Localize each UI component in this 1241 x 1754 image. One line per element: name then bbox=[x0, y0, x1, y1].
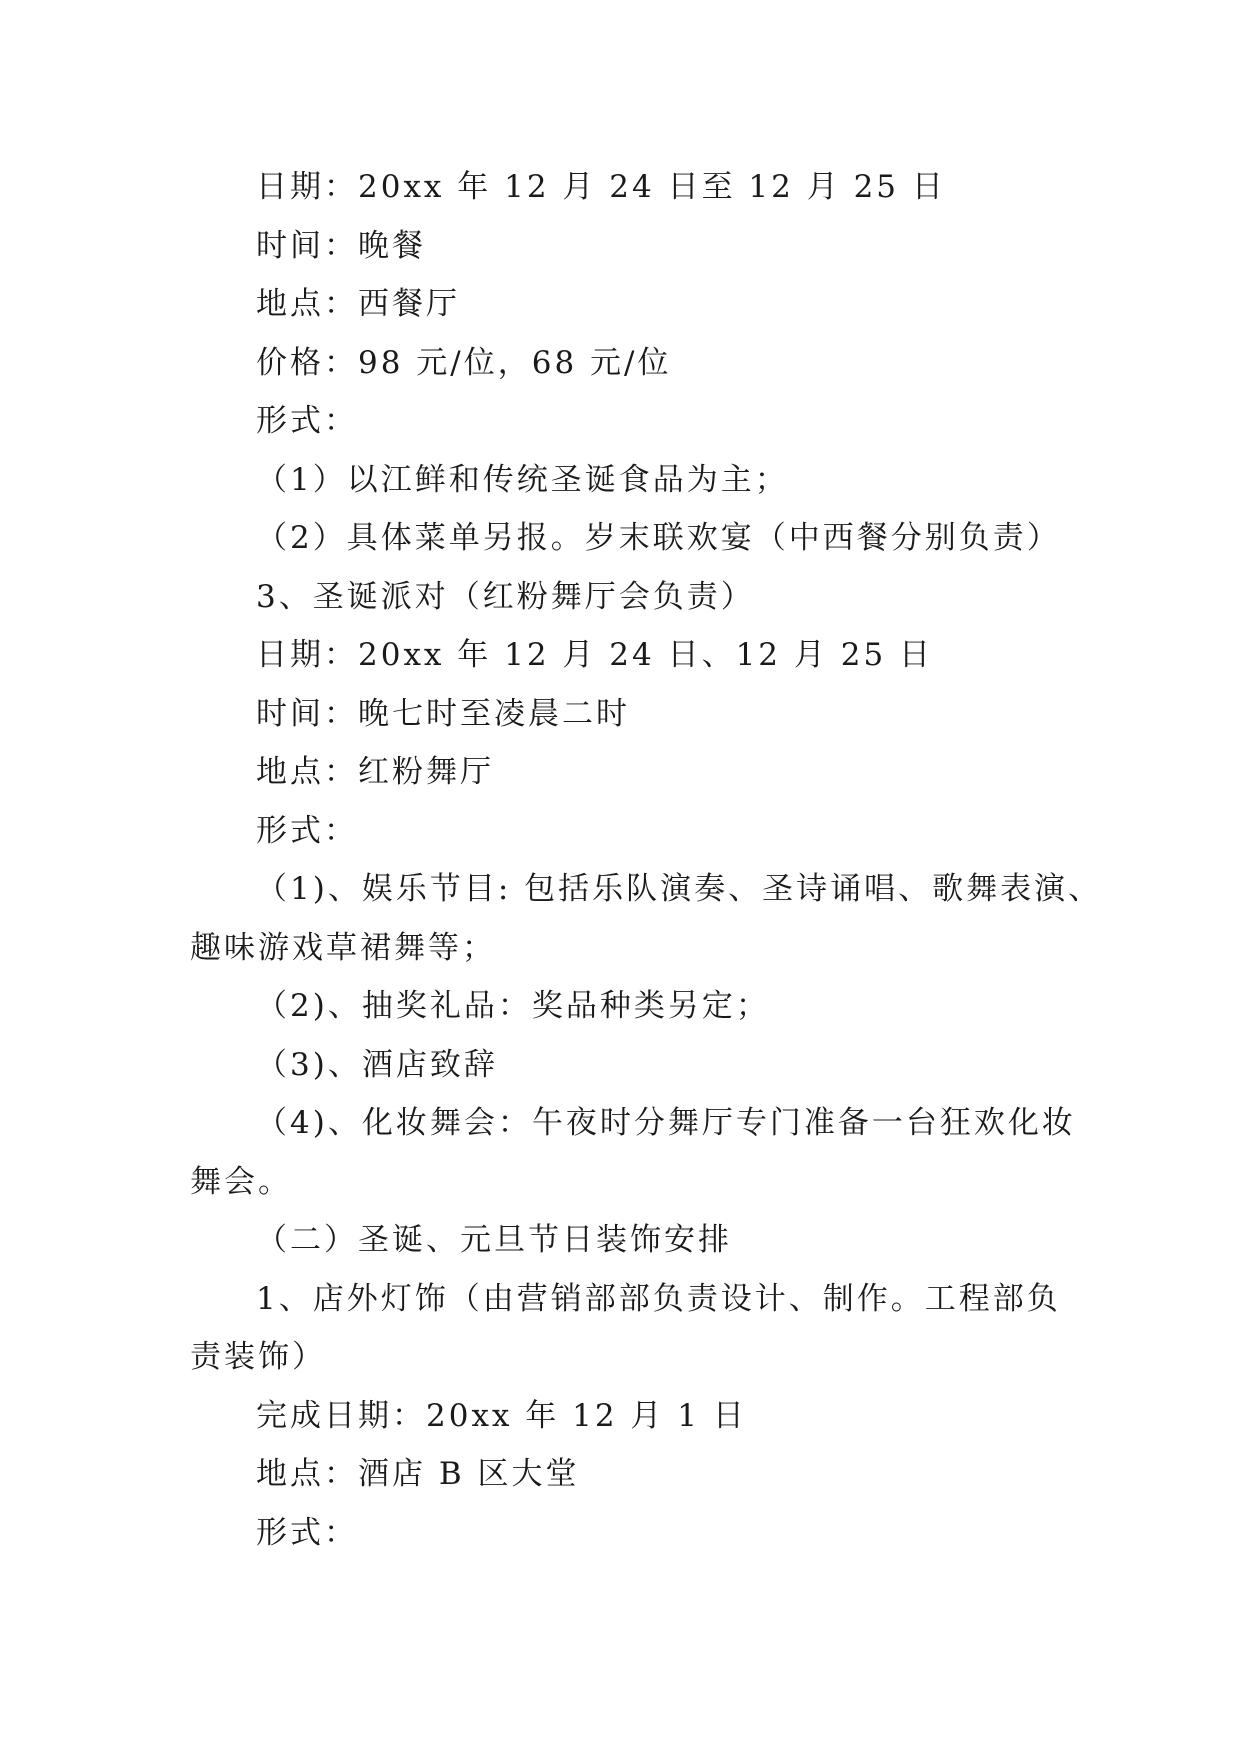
text-line-decoration-format: 形式： bbox=[256, 1514, 358, 1551]
text-line-party-item-1: （1)、娱乐节目: 包括乐队演奏、圣诗诵唱、歌舞表演、 bbox=[256, 871, 1103, 907]
text-line-format-item-2: （2）具体菜单另报。岁末联欢宴（中西餐分别负责） bbox=[256, 520, 1061, 556]
text-line-party-item-1-cont: 趣味游戏草裙舞等； bbox=[190, 929, 496, 966]
section-heading-christmas-party: 3、圣诞派对（红粉舞厅会负责） bbox=[256, 578, 755, 615]
text-line-date: 日期：20xx 年 12 月 24 日至 12 月 25 日 bbox=[256, 169, 946, 205]
text-line-format: 形式： bbox=[256, 403, 358, 439]
text-line-time: 时间：晚餐 bbox=[256, 227, 426, 264]
text-line-price: 价格：98 元/位，68 元/位 bbox=[256, 344, 672, 381]
text-line-party-date: 日期：20xx 年 12 月 24 日、12 月 25 日 bbox=[256, 637, 934, 673]
document-body bbox=[190, 158, 1103, 1562]
text-line-completion-date: 完成日期：20xx 年 12 月 1 日 bbox=[256, 1397, 747, 1434]
text-line-party-location: 地点：红粉舞厅 bbox=[256, 754, 494, 790]
text-line-party-item-2: （2)、抽奖礼品：奖品种类另定； bbox=[256, 988, 770, 1024]
text-line-outdoor-lighting-cont: 责装饰） bbox=[190, 1339, 326, 1375]
section-heading-decoration: （二）圣诞、元旦节日装饰安排 bbox=[256, 1222, 732, 1258]
text-line-outdoor-lighting: 1、店外灯饰（由营销部部负责设计、制作。工程部负 bbox=[256, 1280, 1061, 1317]
text-line-party-time: 时间：晚七时至凌晨二时 bbox=[256, 695, 630, 732]
text-line-party-item-3: （3)、酒店致辞 bbox=[256, 1046, 498, 1083]
text-line-party-format: 形式： bbox=[256, 812, 358, 849]
text-line-decoration-location: 地点：酒店 B 区大堂 bbox=[256, 1456, 580, 1492]
text-line-party-item-4-cont: 舞会。 bbox=[190, 1163, 292, 1200]
text-line-location: 地点：西餐厅 bbox=[256, 286, 460, 322]
text-line-format-item-1: （1）以江鲜和传统圣诞食品为主； bbox=[256, 461, 789, 498]
text-line-party-item-4: （4)、化妆舞会：午夜时分舞厅专门准备一台狂欢化妆 bbox=[256, 1105, 1076, 1141]
